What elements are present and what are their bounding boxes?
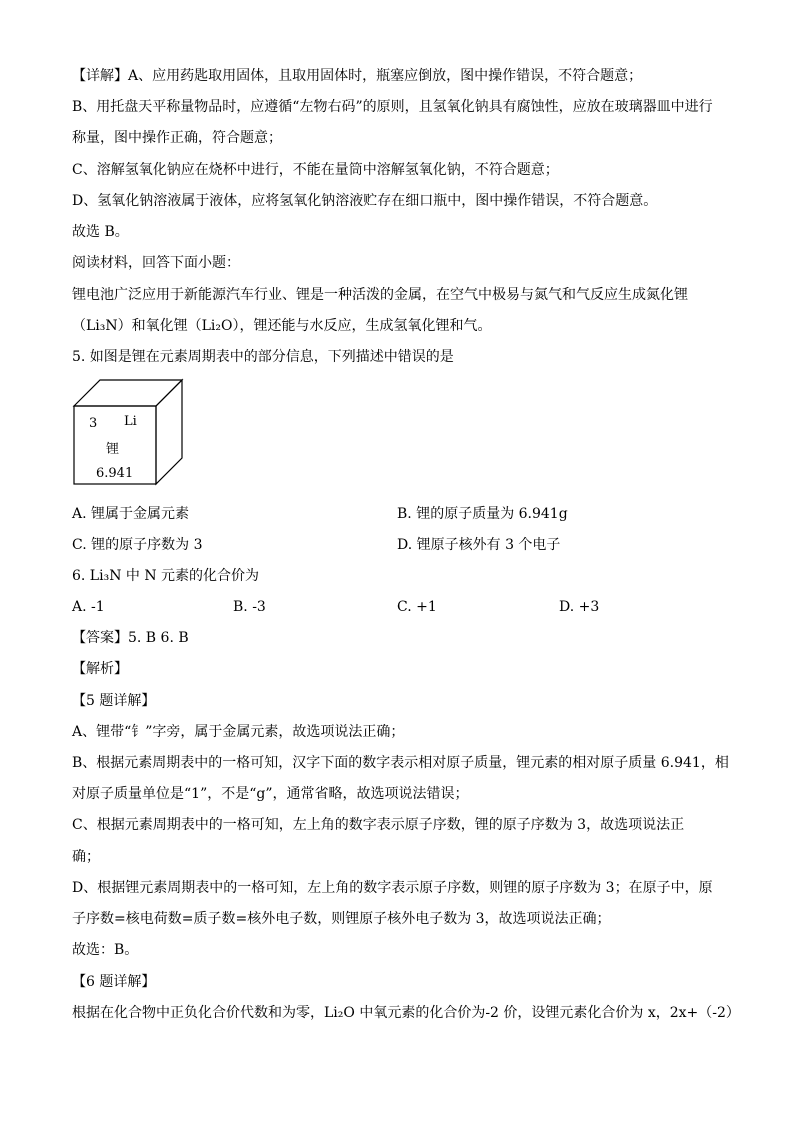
q5-option-d: D. 锂原子核外有 3 个电子 [397,537,561,553]
q5-option-b: B. 锂的原子质量为 6.941g [397,506,568,522]
q6-option-c: C. +1 [397,599,437,615]
detail-line-c: C、溶解氢氧化钠应在烧杯中进行，不能在量筒中溶解氢氧化钠，不符合题意； [72,162,559,178]
material-line-2: （Li₃N）和氧化锂（Li₂O），锂还能与水反应，生成氢氧化锂和气。 [72,318,492,334]
q5-detail-d1: D、根据锂元素周期表中的一格可知，左上角的数字表示原子序数，则锂的原子序数为 3；在原子中，原 [72,880,713,896]
detail-line-d: D、氢氧化钠溶液属于液体，应将氢氧化钠溶液贮存在细口瓶中，图中操作错误，不符合题意。 [72,193,658,209]
q6-detail-heading: 【6 题详解】 [72,974,156,990]
q5-option-c: C. 锂的原子序数为 3 [72,537,203,553]
q5-detail-b2: 对原子质量单位是“1”，不是“g”，通常省略，故选项说法错误； [72,786,469,802]
q5-detail-d2: 子序数=核电荷数=质子数=核外电子数，则锂原子核外电子数为 3，故选项说法正确； [72,911,611,927]
q5-detail-heading: 【5 题详解】 [72,693,156,709]
q5-detail-a: A、锂带“钅”字旁，属于金属元素，故选项说法正确； [72,724,405,740]
q5-detail-c2: 确； [72,849,100,865]
answer-line: 【答案】5. B 6. B [72,630,189,646]
q5-option-a: A. 锂属于金属元素 [72,506,190,522]
material-line-1: 锂电池广泛应用于新能源汽车行业、锂是一种活泼的金属，在空气中极易与氮气和气反应生成氮化锂 [72,287,688,303]
q6-option-b: B. -3 [233,599,266,615]
choose-line: 故选 B。 [72,224,129,240]
q5-detail-c1: C、根据元素周期表中的一格可知，左上角的数字表示原子序数，锂的原子序数为 3，故选项说法正 [72,817,685,833]
element-symbol: Li [124,414,137,429]
element-name: 锂 [106,442,120,457]
question-6: 6. Li₃N 中 N 元素的化合价为 [72,568,260,584]
q5-selection: 故选：B。 [72,942,139,958]
q6-detail-text: 根据在化合物中正负化合价代数和为零，Li₂O 中氧元素的化合价为-2 价，设锂元素化合价为 x，2x+（-2） [72,1005,740,1021]
analysis-heading: 【解析】 [72,661,128,677]
detail-line-b2: 称量，图中操作正确，符合题意； [72,130,282,146]
atomic-number: 3 [89,416,98,431]
detail-line-a: 【详解】A、应用药匙取用固体，且取用固体时，瓶塞应倒放，图中操作错误，不符合题意； [72,68,643,84]
periodic-cell-figure [72,376,184,488]
question-5: 5. 如图是锂在元素周期表中的部分信息，下列描述中错误的是 [72,349,454,365]
q5-detail-b1: B、根据元素周期表中的一格可知，汉字下面的数字表示相对原子质量，锂元素的相对原子质量 6.941，相 [72,755,729,771]
reading-intro: 阅读材料，回答下面小题： [72,255,240,271]
q6-option-a: A. -1 [72,599,105,615]
detail-line-b1: B、用托盘天平称量物品时，应遵循“左物右码”的原则，且氢氧化钠具有腐蚀性，应放在玻璃器皿中进行 [72,99,713,115]
q6-option-d: D. +3 [559,599,600,615]
atomic-mass: 6.941 [96,466,134,481]
